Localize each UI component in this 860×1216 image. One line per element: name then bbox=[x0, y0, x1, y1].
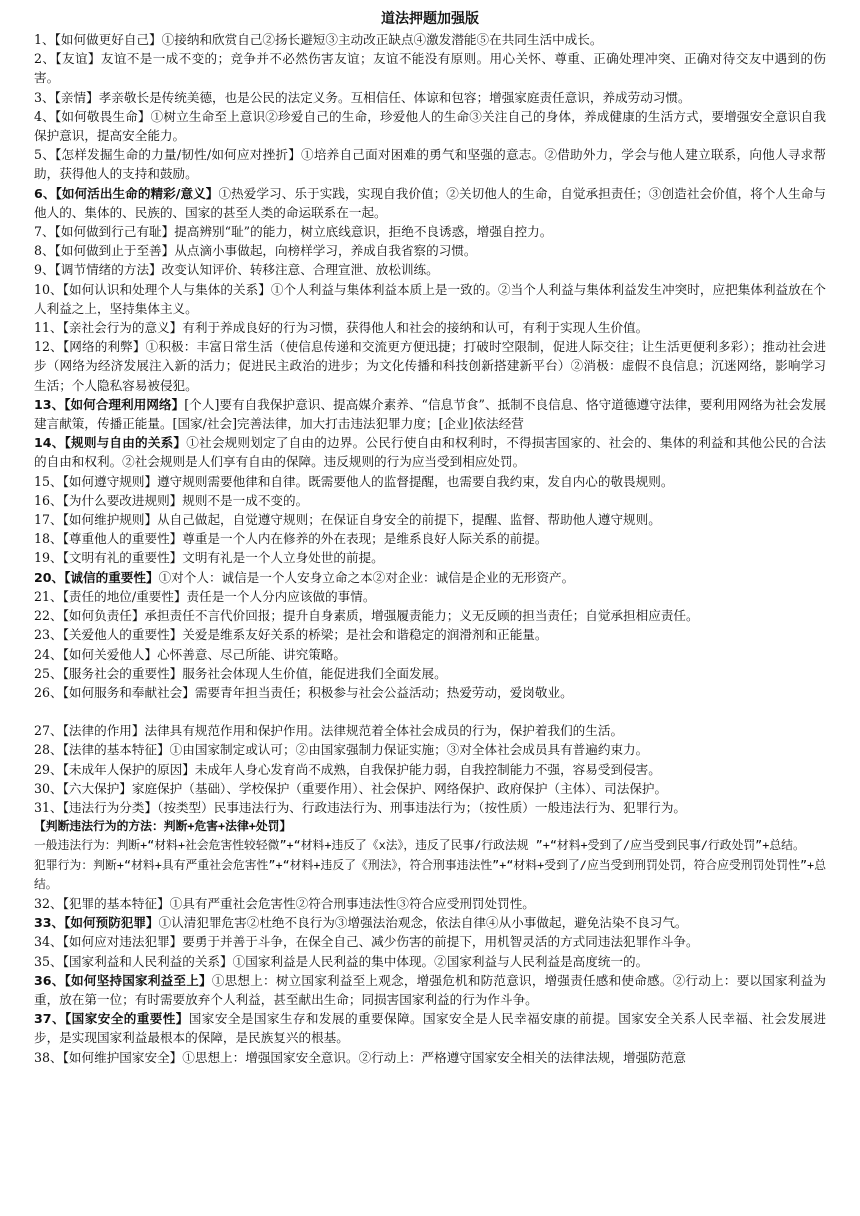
item-heading: 【犯罪的基本特征】 bbox=[62, 895, 170, 911]
item-heading: 【国家安全的重要性】 bbox=[64, 1011, 189, 1027]
item-heading: 【国家利益和人民利益的关系】 bbox=[62, 953, 233, 969]
list-item bbox=[34, 88, 826, 107]
item-body: 需要青年担当责任；积极参与社会公益活动；热爱劳动，爱岗敬业。 bbox=[194, 684, 573, 700]
list-item bbox=[34, 894, 826, 913]
item-heading: 【如何遵守规则】 bbox=[62, 473, 158, 489]
item-body: 从自己做起，自觉遵守规则；在保证自身安全的前提下，提醒、监督、帮助他人遵守规则。 bbox=[157, 512, 661, 528]
item-body: 心怀善意、尽己所能、讲究策略。 bbox=[157, 646, 346, 662]
item-body: ①热爱学习、乐于实践，实现自我价值；②关切他人的生命，自觉承担责任；③创造社会价值，将个人生命与他人的、集体的、民族的、国家的甚至人类的命运联系在一起。 bbox=[34, 185, 827, 220]
list-item bbox=[34, 568, 826, 587]
item-heading: 【调节情绪的方法】 bbox=[54, 262, 162, 278]
item-number: 38、 bbox=[34, 1049, 63, 1065]
item-number: 21、 bbox=[34, 588, 63, 604]
item-number: 20、 bbox=[34, 569, 65, 585]
list-item bbox=[34, 645, 826, 664]
list-item bbox=[34, 491, 826, 510]
item-heading: 【如何应对违法犯罪】 bbox=[62, 934, 183, 950]
list-item bbox=[34, 548, 826, 567]
list-item bbox=[34, 529, 826, 548]
list-item bbox=[34, 145, 826, 183]
item-number: 32、 bbox=[34, 895, 63, 911]
item-heading: 【怎样发掘生命的力量/韧性/如何应对挫折】 bbox=[55, 147, 302, 163]
item-heading: 【责任的地位/重要性】 bbox=[62, 588, 187, 604]
list-item bbox=[34, 683, 826, 702]
item-heading: 【如何做更好自己】 bbox=[54, 32, 162, 47]
item-number: 1、 bbox=[34, 32, 55, 47]
list-item bbox=[34, 1048, 826, 1067]
item-body: 孝亲敬长是传统美德，也是公民的法定义务。互相信任、体谅和包容；增强家庭责任意识，养成劳动习惯。 bbox=[98, 89, 691, 105]
page-title: 道法押题加强版 bbox=[381, 11, 479, 27]
list-item bbox=[34, 952, 826, 971]
item-body: 家庭保护（基础）、学校保护（重要作用）、社会保护、网络保护、政府保护（主体）、司法保护。 bbox=[131, 780, 668, 796]
item-heading: 【友谊】 bbox=[55, 51, 101, 67]
item-list-part1 bbox=[34, 30, 826, 702]
item-body: （按类型）民事违法行为、行政违法行为、刑事违法行为；（按性质）一般违法行为、犯罪行为。 bbox=[157, 799, 687, 815]
judge-crime: 犯罪行为：判断+“材料+具有严重社会危害性”+“材料+违反了《刑法》，符合刑事违法性”+“材料+受到了/应当受到刑罚处罚，符合应受刑罚处罚性”+总结。 bbox=[34, 857, 826, 891]
item-body: 服务社会体现人生价值，能促进我们全面发展。 bbox=[182, 665, 447, 681]
item-number: 30、 bbox=[34, 780, 63, 796]
list-item bbox=[34, 625, 826, 644]
item-body: 有利于养成良好的行为习惯，获得他人和社会的接纳和认可，有利于实现人生价值。 bbox=[182, 320, 649, 336]
item-number: 15、 bbox=[34, 473, 63, 489]
item-heading: 【如何做到行己有耻】 bbox=[54, 224, 175, 240]
item-heading: 【如何关爱他人】 bbox=[62, 646, 158, 662]
item-body: ①思想上：树立国家利益至上观念，增强危机和防范意识，增强责任感和使命感。②行动上：要以国家利益为重，放在第一位；有时需要放弃个人利益，甚至献出生命；同损害国家利益的行为作斗争。 bbox=[34, 972, 826, 1007]
item-body: ①具有严重社会危害性②符合刑事违法性③符合应受刑罚处罚性。 bbox=[169, 895, 535, 911]
list-item bbox=[34, 30, 826, 49]
item-number: 36、 bbox=[34, 972, 65, 988]
item-heading: 【亲情】 bbox=[54, 89, 99, 105]
item-heading: 【关爱他人的重要性】 bbox=[62, 627, 183, 643]
item-body: ①接纳和欣赏自己②扬长避短③主动改正缺点④激发潜能⑤在共同生活中成长。 bbox=[161, 32, 603, 47]
item-number: 14、 bbox=[34, 435, 65, 451]
list-item bbox=[34, 395, 826, 433]
list-item bbox=[34, 1009, 826, 1047]
item-body: 规则不是一成不变的。 bbox=[182, 492, 309, 508]
item-list-part2 bbox=[34, 721, 826, 817]
list-item bbox=[34, 49, 826, 87]
item-body: 改变认知评价、转移注意、合理宣泄、放松训练。 bbox=[161, 262, 439, 278]
item-body: 友谊不是一成不变的；竞争并不必然伤害友谊；友谊不能没有原则。用心关怀、尊重、正确处理冲突、正确对待交友中遇到的伤害。 bbox=[34, 51, 827, 86]
list-item bbox=[34, 433, 826, 471]
item-heading: 【未成年人保护的原因】 bbox=[62, 761, 195, 777]
item-number: 37、 bbox=[34, 1011, 65, 1027]
item-heading: 【如何服务和奉献社会】 bbox=[62, 684, 195, 700]
item-body: ①积极：丰富日常生活（使信息传递和交流更方便迅捷；打破时空限制，促进人际交往；让生活更便利多彩）；推动社会进步（网络为经济发展注入新的活力；促进民主政治的进步；为文化传播和科技创新搭建新平台）②消极：虚假不良信息；沉迷网络，影响学习生活；个人隐私容易被侵犯。 bbox=[34, 339, 826, 393]
item-heading: 【如何坚持国家利益至上】 bbox=[64, 972, 212, 988]
item-number: 8、 bbox=[34, 243, 55, 259]
item-body: 尊重是一个人内在修养的外在表现；是维系良好人际关系的前提。 bbox=[182, 531, 548, 547]
item-heading: 【如何敬畏生命】 bbox=[54, 108, 151, 124]
item-heading: 【如何预防犯罪】 bbox=[64, 915, 159, 931]
item-body: ①培养自己面对困难的勇气和坚强的意志。②借助外力，学会与他人建立联系，向他人寻求帮助，获得他人的支持和鼓励。 bbox=[34, 147, 827, 182]
item-heading: 【如何活出生命的精彩/意义】 bbox=[55, 185, 219, 201]
item-heading: 【违法行为分类】 bbox=[62, 799, 158, 815]
item-heading: 【如何合理利用网络】 bbox=[64, 396, 185, 412]
item-heading: 【如何认识和处理个人与集体的关系】 bbox=[62, 281, 271, 297]
item-body: 关爱是维系友好关系的桥梁；是社会和谐稳定的润滑剂和正能量。 bbox=[182, 627, 548, 643]
item-number: 35、 bbox=[34, 953, 63, 969]
list-item bbox=[34, 760, 826, 779]
item-heading: 【服务社会的重要性】 bbox=[62, 665, 183, 681]
item-number: 3、 bbox=[34, 89, 55, 105]
item-number: 5、 bbox=[34, 147, 56, 163]
item-heading: 【六大保护】 bbox=[62, 780, 132, 796]
item-body: ①树立生命至上意识②珍爱自己的生命，珍爱他人的生命③关注自己的身体，养成健康的生活方式，要增强安全意识自我保护意识，提高安全能力。 bbox=[34, 108, 827, 144]
item-number: 23、 bbox=[34, 627, 63, 643]
item-body: ①对个人：诚信是一个人安身立命之本②对企业：诚信是企业的无形资产。 bbox=[158, 569, 575, 585]
item-body: 责任是一个人分内应该做的事情。 bbox=[186, 588, 376, 604]
item-heading: 【法律的作用】 bbox=[62, 723, 145, 739]
item-body: 提高辨别“耻”的能力，树立底线意识，拒绝不良诱惑，增强自控力。 bbox=[174, 224, 553, 240]
item-number: 7、 bbox=[34, 224, 55, 240]
item-body: ①个人利益与集体利益本质上是一致的。②当个人利益与集体利益发生冲突时，应把集体利益放在个人利益之上，坚持集体主义。 bbox=[34, 281, 827, 316]
item-body: ①国家利益是人民利益的集中体现。②国家利益与人民利益是高度统一的。 bbox=[232, 953, 649, 969]
item-number: 31、 bbox=[34, 799, 63, 815]
item-number: 27、 bbox=[34, 723, 63, 739]
list-item bbox=[34, 798, 826, 817]
item-body: 要勇于并善于斗争，在保全自己、减少伤害的前提下，用机智灵活的方式同违法犯罪作斗争。 bbox=[182, 934, 699, 950]
item-number: 26、 bbox=[34, 684, 63, 700]
list-item bbox=[34, 184, 826, 222]
item-body: [个人]要有自我保护意识、提高媒介素养、“信息节食”、抵制不良信息、恪守道德遵守法律，要利用网络为社会发展建言献策，传播正能量。[国家/社会]完善法律，加大打击违法犯罪力度；[企业]依法经营 bbox=[34, 396, 826, 432]
item-body: 文明有礼是一个人立身处世的前提。 bbox=[182, 550, 384, 566]
item-body: 承担责任不言代价回报；提升自身素质，增强履责能力；义无反顾的担当责任；自觉承担相应责任。 bbox=[144, 608, 699, 624]
item-heading: 【规则与自由的关系】 bbox=[64, 435, 187, 451]
item-body: 法律具有规范作用和保护作用。法律规范着全体社会成员的行为，保护着我们的生活。 bbox=[144, 723, 624, 739]
item-heading: 【诚信的重要性】 bbox=[64, 569, 159, 585]
item-body: 从点滴小事做起，向榜样学习，养成自我省察的习惯。 bbox=[174, 243, 477, 259]
item-number: 25、 bbox=[34, 665, 63, 681]
item-heading: 【尊重他人的重要性】 bbox=[62, 531, 183, 547]
item-number: 24、 bbox=[34, 646, 63, 662]
list-item bbox=[34, 472, 826, 491]
list-item bbox=[34, 587, 826, 606]
item-body: 遵守规则需要他律和自律。既需要他人的监督提醒，也需要自我约束，发自内心的敬畏规则。 bbox=[157, 473, 674, 489]
section-gap bbox=[34, 702, 826, 721]
list-item bbox=[34, 913, 826, 932]
item-heading: 【网络的利弊】 bbox=[62, 339, 146, 355]
item-number: 22、 bbox=[34, 608, 63, 624]
list-item bbox=[34, 260, 826, 279]
item-body: 国家安全是国家生存和发展的重要保障。国家安全是人民幸福安康的前提。国家安全关系人民幸福、社会发展进步，是实现国家利益最根本的保障，是民族复兴的根基。 bbox=[34, 1011, 827, 1046]
item-number: 16、 bbox=[34, 492, 63, 508]
list-item bbox=[34, 721, 826, 740]
item-heading: 【如何负责任】 bbox=[62, 608, 145, 624]
list-item bbox=[34, 740, 826, 759]
item-number: 29、 bbox=[34, 761, 63, 777]
list-item bbox=[34, 222, 826, 241]
item-number: 2、 bbox=[34, 51, 56, 67]
item-number: 17、 bbox=[34, 512, 63, 528]
list-item bbox=[34, 606, 826, 625]
item-number: 18、 bbox=[34, 531, 63, 547]
item-number: 12、 bbox=[34, 339, 63, 355]
item-heading: 【法律的基本特征】 bbox=[62, 742, 170, 758]
item-number: 34、 bbox=[34, 934, 63, 950]
item-number: 10、 bbox=[34, 281, 63, 297]
item-body: ①社会规则划定了自由的边界。公民行使自由和权利时，不得损害国家的、社会的、集体的利益和其他公民的合法的自由和权利。②社会规则是人们享有自由的保障。违反规则的行为应当受到相应处罚。 bbox=[34, 435, 827, 470]
item-heading: 【亲社会行为的意义】 bbox=[62, 320, 183, 336]
item-body: ①由国家制定或认可；②由国家强制力保证实施；③对全体社会成员具有普遍约束力。 bbox=[169, 742, 649, 758]
item-heading: 【文明有礼的重要性】 bbox=[62, 550, 183, 566]
list-item bbox=[34, 510, 826, 529]
list-item bbox=[34, 280, 826, 318]
list-item bbox=[34, 107, 826, 145]
item-body: ①认清犯罪危害②杜绝不良行为③增强法治观念，依法自律④从小事做起，避免沾染不良习气。 bbox=[158, 915, 688, 931]
list-item bbox=[34, 337, 826, 395]
item-number: 19、 bbox=[34, 550, 63, 566]
item-heading: 【如何维护国家安全】 bbox=[62, 1049, 183, 1065]
list-item bbox=[34, 241, 826, 260]
judge-general-violation: 一般违法行为：判断+“材料+社会危害性较轻微”+“材料+违反了《x法》，违反了民事/行政法规 ”+“材料+受到了/应当受到民事/行政处罚”+总结。 bbox=[34, 838, 805, 853]
item-body: 未成年人身心发育尚不成熟，自我保护能力弱，自我控制能力不强，容易受到侵害。 bbox=[194, 761, 661, 777]
item-heading: 【为什么要改进规则】 bbox=[62, 492, 183, 508]
item-number: 4、 bbox=[34, 108, 55, 124]
list-item bbox=[34, 971, 826, 1009]
item-number: 11、 bbox=[34, 320, 63, 336]
judge-method-heading: 【判断违法行为的方法：判断+危害+法律+处罚】 bbox=[34, 819, 292, 834]
item-list-part3 bbox=[34, 894, 826, 1067]
item-heading: 【如何做到止于至善】 bbox=[54, 243, 175, 259]
list-item bbox=[34, 932, 826, 951]
item-number: 13、 bbox=[34, 396, 65, 412]
list-item bbox=[34, 779, 826, 798]
list-item bbox=[34, 318, 826, 337]
item-number: 9、 bbox=[34, 262, 55, 278]
item-number: 28、 bbox=[34, 742, 63, 758]
item-body: ①思想上：增强国家安全意识。②行动上：严格遵守国家安全相关的法律法规，增强防范意 bbox=[182, 1049, 687, 1065]
list-item bbox=[34, 664, 826, 683]
item-number: 33、 bbox=[34, 915, 65, 931]
item-heading: 【如何维护规则】 bbox=[62, 512, 158, 528]
item-number: 6、 bbox=[34, 185, 56, 201]
